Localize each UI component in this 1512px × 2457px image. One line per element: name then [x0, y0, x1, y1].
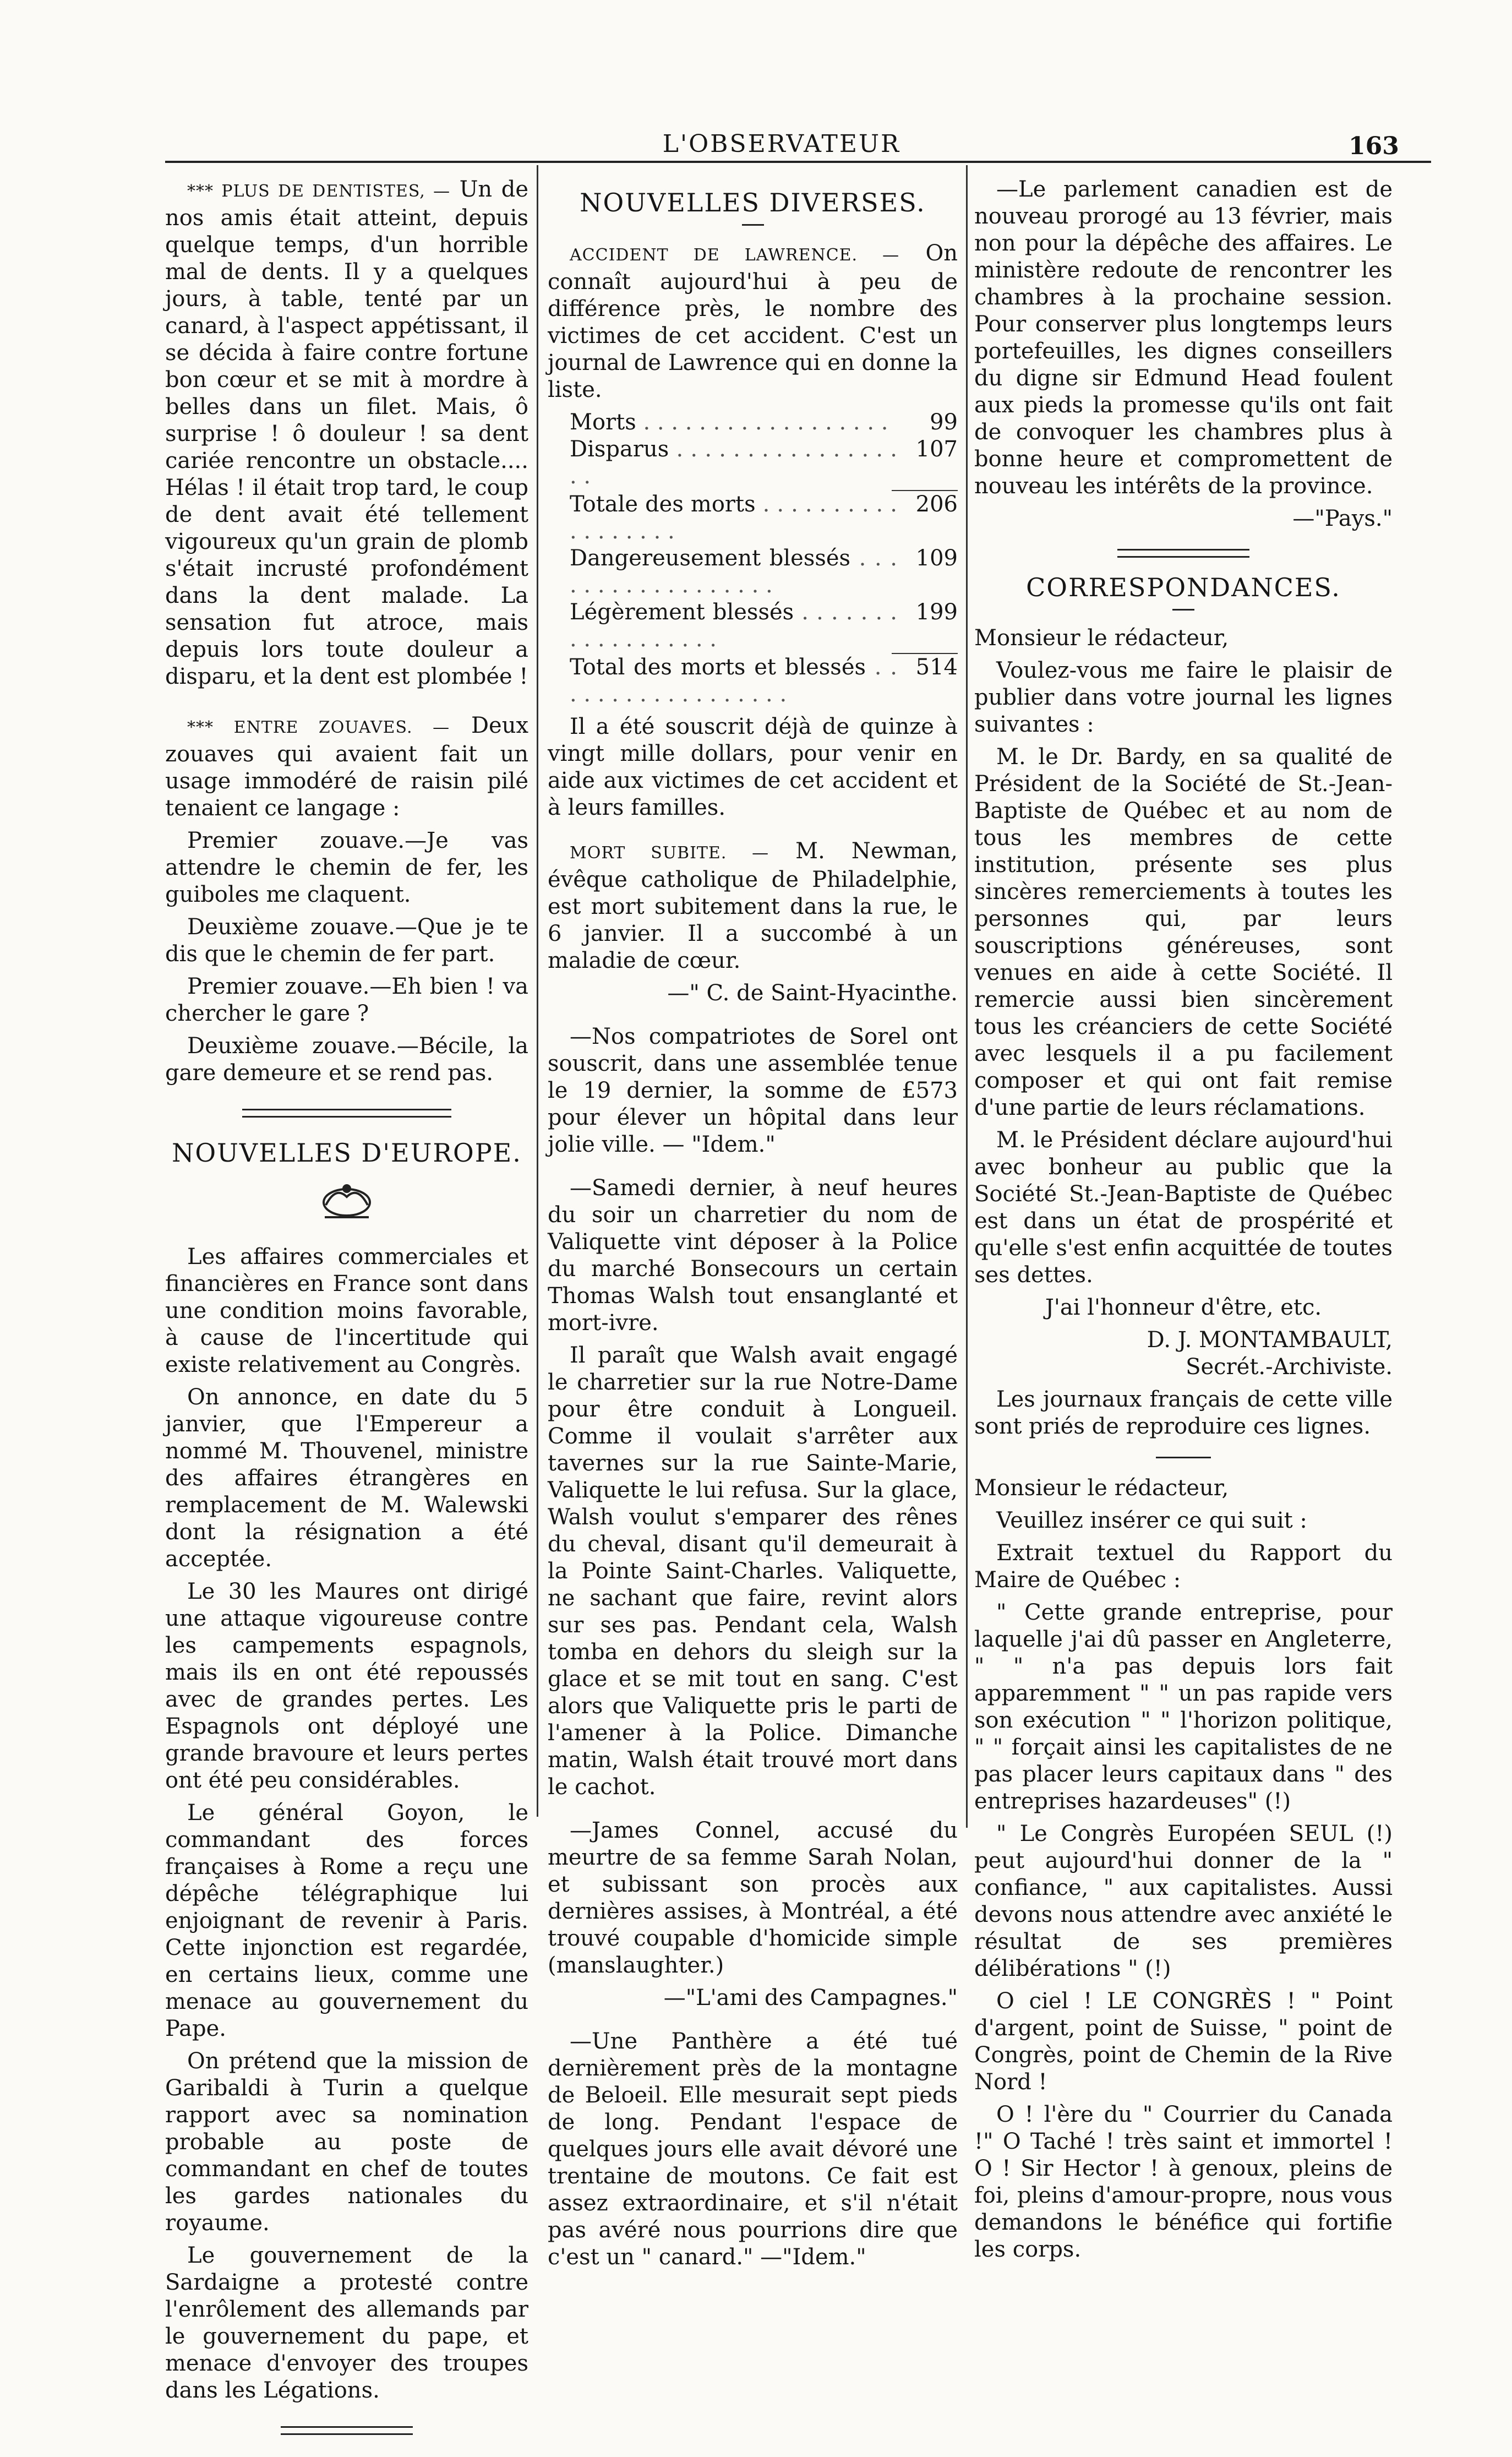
letter2-paragraph: Veuillez insérer ce qui suit : [996, 1508, 1307, 1533]
europe-paragraph: Le général Goyon, le commandant des forces françaises à Rome a reçu une dépêche télégraphique lui enjoignant de revenir à Paris. Cette injonction est regardée, en certains lieux, comme une menace au gouvernement du Pape. [165, 1800, 528, 2041]
letter1-paragraph: M. le Dr. Bardy, en sa qualité de Président de la Société de St.-Jean-Baptiste de Québec et au nom de tous les membres de cette institution, présente ses plus sincères remerciements à toutes les personnes qui, par leurs souscriptions généreuses, sont venues en aide à cette Société. Il remercie aussi bien sincèrement tous les créanciers de cette Société avec lesquels il a pu facilement composer et qui ont fait remise d'une partie de leurs réclamations. [974, 744, 1393, 1120]
column-divider-left [537, 165, 538, 1817]
europe-paragraph: On prétend que la mission de Garibaldi à Turin a quelque rapport avec sa nomination probable au poste de commandant en chef de toutes les gardes nationales du royaume. [165, 2049, 528, 2236]
accident-text: On connaît aujourd'hui à peu de différence près, le nombre des victimes de cet accident. C'est un journal de Lawrence qui en donne la liste. [548, 241, 958, 402]
table-row: Morts . . . 99 [570, 409, 958, 436]
diverses-heading: NOUVELLES DIVERSES. [580, 188, 926, 217]
zouaves-text: Deux zouaves qui avaient fait un usage immodéré de raisin pilé tenaient ce langage : [165, 713, 529, 821]
dentists-text: Un de nos amis était atteint, depuis quelque temps, d'un horrible mal de dents. Il y a quelques jours, à table, tenté par un canard, à l'aspect appétissant, il se décida à faire contre fortune bon cœur et se mit à mordre à belles dans un filet. Mais, ô surprise ! ô douleur ! sa dent cariée rencontre un obstacle.... Hélas ! il était trop tard, le coup de dent avait été tellement vigoureux qu'un grain de plomb s'était incrusté profondément dans la dent malade. La sensation fut atroce, mais depuis lors toute douleur a disparu, et la dent est plombée ! [165, 177, 528, 689]
letter1-paragraph: Voulez-vous me faire le plaisir de publier dans votre journal les lignes suivantes : [974, 658, 1393, 737]
header-rule [165, 161, 1431, 163]
zouaves-article [165, 712, 528, 822]
mort-source: —" C. de Saint-Hyacinthe. [667, 980, 958, 1006]
sorel-text: —Nos compatriotes de Sorel ont souscrit, dans une assemblée tenue le 19 dernier, la somme de £573 pour élever un hôpital dans leur jolie ville. — "Idem." [548, 1024, 958, 1157]
letter1-signature-title: Secrét.-Archiviste. [1186, 1354, 1393, 1380]
letter2-paragraph: O ciel ! LE CONGRÈS ! " Point d'argent, point de Suisse, " point de Congrès, point de Chemin de la Rive Nord ! [974, 1989, 1393, 2095]
letter2-paragraph: O ! l'ère du " Courrier du Canada !" O Taché ! très saint et immortel ! O ! Sir Hector ! à genoux, pleins de foi, pleins d'amour-propre, nous vous demandons le bénéfice qui fortifie les corps. [974, 2102, 1393, 2262]
mort-article [548, 838, 958, 974]
letter2-paragraph: " Cette grande entreprise, pour laquelle j'ai dû passer en Angleterre, " " n'a pas depuis lors fait apparemment " " un pas rapide vers son exécution " " l'horizon politique, " " forçait ainsi les capitalistes de ne pas placer leurs capitaux dans " des entreprises hazardeuses" (!) [974, 1600, 1393, 1814]
table-row: Totale des morts . . . 206 [570, 491, 958, 545]
letter2-paragraph: Extrait textuel du Rapport du Maire de Québec : [974, 1540, 1393, 1593]
walsh-paragraph: Il paraît que Walsh avait engagé le charretier sur la rue Notre-Dame pour être conduit à Longueil. Comme il voulait s'arrêter aux tavernes sur la rue Sainte-Marie, Valiquette le lui refusa. Sur la glace, Walsh voulut s'emparer des rênes du cheval, disant qu'il demeurait à la Pointe Saint-Charles. Valiquette, ne sachant que faire, revint alors sur ses pas. Pendant cela, Walsh tomba en dehors du sleigh sur la glace et se mit tout en sang. C'est alors que Valiquette pris le parti de l'amener à la Police. Dimanche matin, Walsh était trouvé mort dans le cachot. [548, 1343, 958, 1800]
section-divider [281, 2426, 413, 2435]
column-divider-right [966, 165, 968, 1828]
mort-lead: MORT SUBITE. — [570, 843, 769, 863]
section-divider [242, 1109, 451, 1118]
letter1-paragraph: M. le Président déclare aujourd'hui avec bonheur au public que la Société St.-Jean-Baptiste de Québec est dans un état de prospérité et qu'elle s'est enfin acquittée de toutes ses dettes. [974, 1127, 1393, 1288]
short-rule [1156, 1457, 1211, 1458]
europe-paragraph: Le 30 les Maures ont dirigé une attaque vigoureuse contre les campements espagnols, mais ils en ont été repoussés avec de grandes pertes. Les Espagnols ont déployé une grande bravoure et leurs pertes ont été peu considérables. [165, 1579, 528, 1793]
letter1-note: Les journaux français de cette ville sont priés de reproduire ces lignes. [974, 1387, 1393, 1439]
letter1-salutation: Monsieur le rédacteur, [974, 625, 1229, 651]
europe-paragraph: On annonce, en date du 5 janvier, que l'Empereur a nommé M. Thouvenel, ministre des affaires étrangères en remplacement de M. Walewski dont la résignation a été acceptée. [165, 1385, 528, 1572]
mort-text: M. Newman, évêque catholique de Philadelphie, est mort subitement dans la rue, le 6 janvier. Il a succombé à un maladie de cœur. [548, 838, 958, 973]
column-3 [974, 176, 1393, 2269]
ornament-icon [314, 1178, 380, 1222]
accident-lead: ACCIDENT DE LAWRENCE. — [570, 246, 900, 265]
europe-paragraph: Les affaires commerciales et financières en France sont dans une condition moins favorable, à cause de l'incertitude qui existe relativement au Congrès. [165, 1244, 528, 1377]
short-rule [1172, 609, 1194, 611]
zouaves-lead: *** ENTRE ZOUAVES. — [187, 718, 450, 737]
letter2-paragraph: " Le Congrès Européen SEUL (!) peut aujourd'hui donner de la " confiance, " aux capitalistes. Aussi devons nous attendre avec anxiété le résultat de ses premières délibérations " (!) [974, 1821, 1393, 1981]
zouaves-line: Premier zouave.—Eh bien ! va chercher le gare ? [165, 974, 528, 1026]
correspondances-heading: CORRESPONDANCES. [1026, 573, 1341, 602]
europe-heading: NOUVELLES D'EUROPE. [172, 1138, 522, 1168]
walsh-paragraph: —Samedi dernier, à neuf heures du soir un charretier du nom de Valiquette vint déposer à la Police du marché Bonsecours un certain Thomas Walsh tout ensanglanté et mort-ivre. [548, 1175, 958, 1336]
page-number: 163 [1349, 132, 1399, 160]
letter1-paragraph: J'ai l'honneur d'être, etc. [1045, 1295, 1322, 1320]
parlement-text: —Le parlement canadien est de nouveau prorogé au 13 février, mais non pour la dépêche des affaires. Le ministère redoute de rencontrer les chambres à la prochaine session. Pour conserver plus longtemps leurs portefeuilles, les dignes conseillers du digne sir Edmund Head foulent aux pieds la promesse qu'ils ont fait de convoquer les chambres plus à bonne heure et compromettent de nouveau les intérêts de la province. [974, 177, 1393, 499]
connel-source: —"L'ami des Campagnes." [663, 1985, 958, 2011]
table-row: Total des morts et blessés . . . 514 [570, 654, 958, 708]
connel-text: —James Connel, accusé du meurtre de sa femme Sarah Nolan, et subissant son procès aux dernières assises, à Montréal, a été trouvé coupable d'homicide simple (manslaughter.) [548, 1818, 958, 1978]
zouaves-line: Deuxième zouave.—Bécile, la gare demeure et se rend pas. [165, 1033, 528, 1086]
letter2-salutation: Monsieur le rédacteur, [974, 1475, 1229, 1501]
dentists-article [165, 176, 528, 690]
running-title: L'OBSERVATEUR [662, 130, 901, 158]
dentists-lead: *** PLUS DE DENTISTES, — [187, 182, 451, 201]
casualty-table [570, 409, 958, 708]
zouaves-line: Deuxième zouave.—Que je te dis que le chemin de fer part. [165, 914, 528, 967]
accident-article [548, 240, 958, 404]
subscription-text: Il a été souscrit déjà de quinze à vingt mille dollars, pour venir en aide aux victimes de cet accident et à leurs familles. [548, 714, 958, 820]
europe-paragraph: Le gouvernement de la Sardaigne a protesté contre l'enrôlement des allemands par le gouvernement du pape, et menace d'envoyer des troupes dans les Légations. [165, 2243, 528, 2403]
section-divider [1117, 549, 1249, 558]
zouaves-line: Premier zouave.—Je vas attendre le chemin de fer, les guiboles me claquent. [165, 828, 528, 907]
table-row: Légèrement blessés . . . 199 [570, 599, 958, 653]
parlement-source: —"Pays." [1292, 506, 1393, 531]
table-row: Dangereusement blessés . . . 109 [570, 545, 958, 599]
column-1 [165, 176, 528, 2457]
table-row: Disparus . . . 107 [570, 436, 958, 490]
column-2 [548, 176, 958, 2276]
short-rule [742, 224, 764, 226]
letter1-signature-name: D. J. MONTAMBAULT, [1147, 1327, 1393, 1353]
panthere-text: —Une Panthère a été tué dernièrement près de la montagne de Beloeil. Elle mesurait sept pieds de long. Pendant l'espace de quelques jours elle avait dévoré une trentaine de moutons. Ce fait est assez extraordinaire, et s'il n'était pas avéré nous pourrions dire que c'est un " canard." —"Idem." [548, 2029, 958, 2270]
